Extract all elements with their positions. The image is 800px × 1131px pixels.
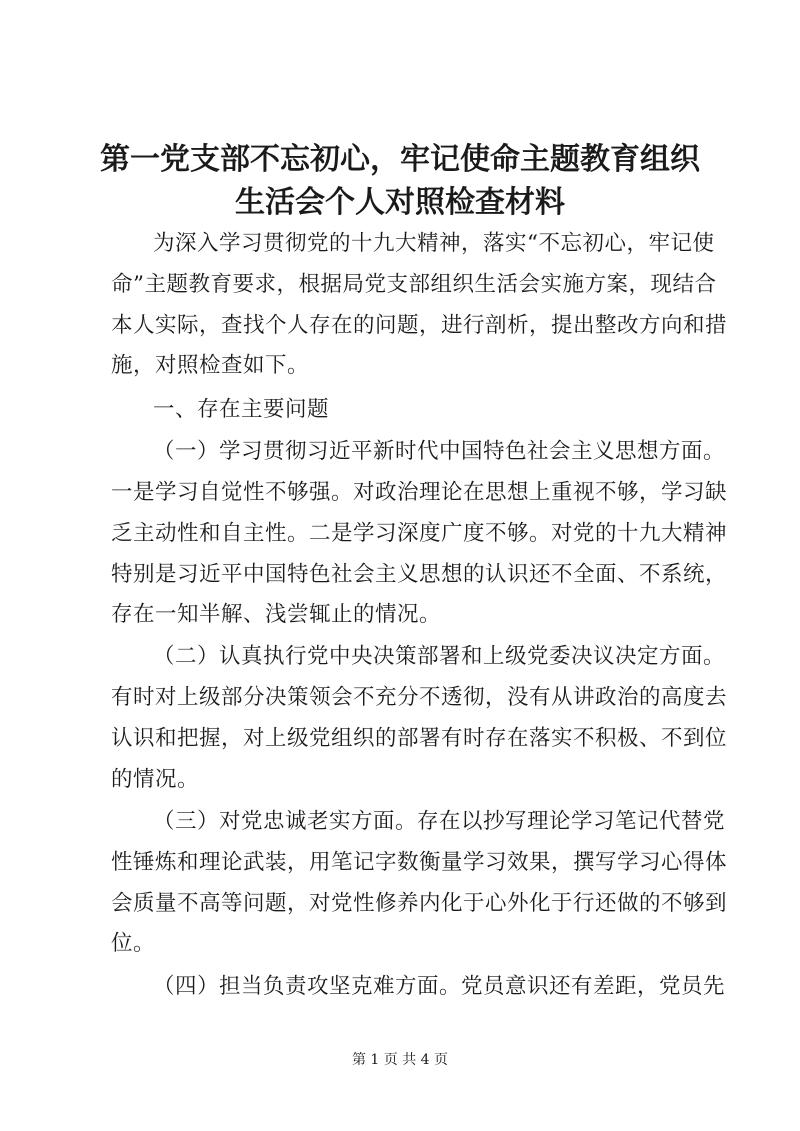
page-number-footer: 第 1 页 共 4 页 (351, 1052, 449, 1068)
item-1-line: （一）学习贯彻习近平新时代中国特色社会主义思想方面。 (153, 439, 726, 464)
item-1-line: 特别是习近平中国特色社会主义思想的认识还不全面、不系统， (111, 562, 728, 587)
intro-paragraph-line: 本人实际，查找个人存在的问题，进行剖析，提出整改方向和措 (111, 313, 728, 338)
intro-paragraph-line: 命”主题教育要求，根据局党支部组织生活会实施方案，现结合 (111, 272, 717, 297)
item-4-line: （四）担当负责攻坚克难方面。党员意识还有差距，党员先 (153, 974, 726, 999)
document-title-line-1: 第一党支部不忘初心，牢记使命主题教育组织 (100, 142, 700, 177)
item-2-line: 的情况。 (111, 767, 200, 792)
item-2-line: 有时对上级部分决策领会不充分不透彻，没有从讲政治的高度去 (111, 685, 728, 710)
intro-paragraph-line: 施，对照检查如下。 (111, 353, 310, 378)
section-heading: 一、存在主要问题 (153, 397, 330, 422)
intro-paragraph-line: 为深入学习贯彻党的十九大精神，落实“不忘初心，牢记使 (153, 231, 715, 256)
document-title-line-2: 生活会个人对照检查材料 (235, 185, 565, 220)
item-1-line: 一是学习自觉性不够强。对政治理论在思想上重视不够，学习缺 (111, 480, 728, 505)
item-1-line: 乏主动性和自主性。二是学习深度广度不够。对党的十九大精神 (111, 521, 728, 546)
item-3-line: 位。 (111, 931, 156, 956)
item-2-line: 认识和把握，对上级党组织的部署有时存在落实不积极、不到位 (111, 726, 728, 751)
item-2-line: （二）认真执行党中央决策部署和上级党委决议决定方面。 (153, 644, 726, 669)
item-3-line: 会质量不高等问题，对党性修养内化于心外化于行还做的不够到 (111, 891, 728, 916)
item-3-line: 性锤炼和理论武装，用笔记字数衡量学习效果，撰写学习心得体 (111, 850, 728, 875)
item-3-line: （三）对党忠诚老实方面。存在以抄写理论学习笔记代替党 (153, 809, 726, 834)
item-1-line: 存在一知半解、浅尝辄止的情况。 (111, 602, 442, 627)
